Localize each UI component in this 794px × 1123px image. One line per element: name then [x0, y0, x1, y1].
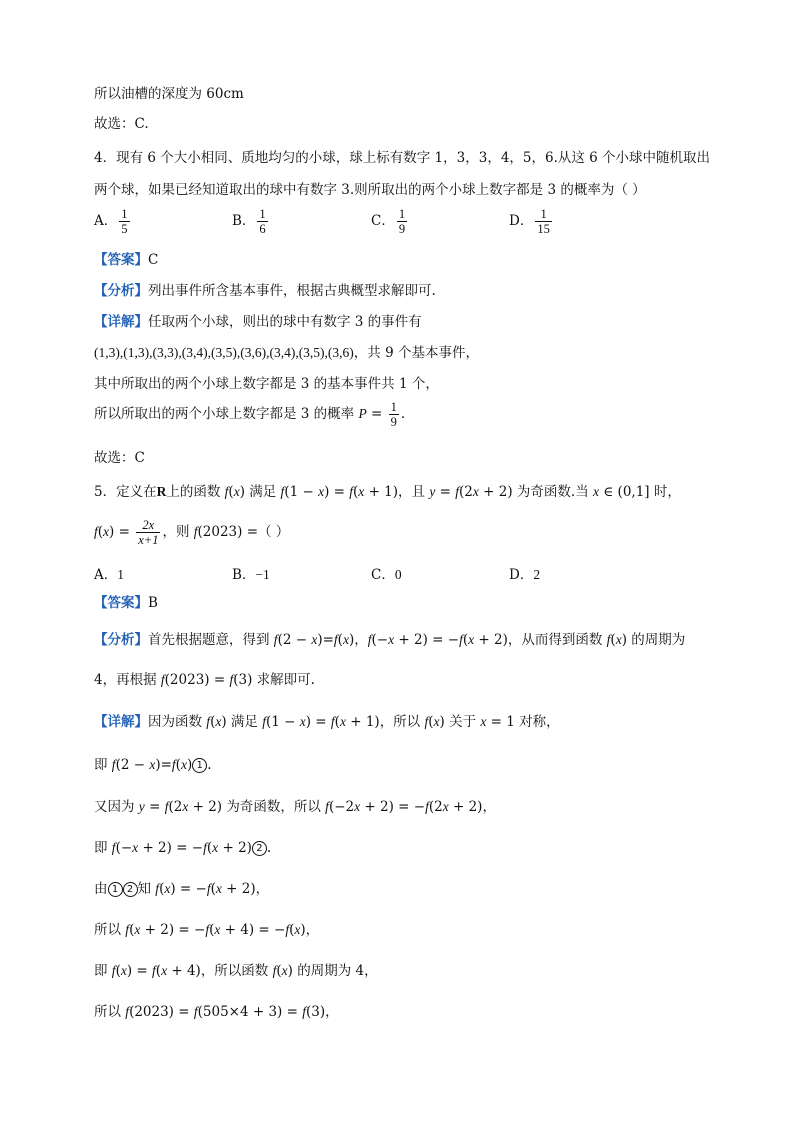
answer-tag: 【答案】 [94, 252, 148, 268]
q4-option-a [94, 207, 132, 236]
q4-analysis: 【分析】列出事件所含基本事件，根据古典概型求解即可. [94, 283, 436, 299]
q5-option-d: D．2 [509, 567, 541, 583]
answer-tag: 【答案】 [94, 595, 148, 611]
q5-analysis-2: 4，再根据 f(2023) = f(3) 求解即可. [94, 672, 315, 688]
q4-option-c [371, 207, 409, 236]
q4-option-b [232, 207, 270, 236]
question-5-line-2: f(x) = $\frac{2x}{x+1}$ ，则 f(2023) =（ ） [94, 518, 290, 547]
option-fraction: $\frac{1}{6}$ [259, 207, 266, 236]
q5-answer: 【答案】B [94, 595, 158, 611]
detail-tag: 【详解】 [94, 314, 148, 330]
q5-detail-7: 即 f(x) = f(x + 4)，所以函数 f(x) 的周期为 4， [94, 963, 378, 979]
q5-detail-4: 即 f(−x + 2) = −f(x + 2) 2 . [94, 840, 272, 856]
text-line-select-c: 故选：C. [94, 116, 149, 132]
text-line-depth: 所以油槽的深度为 60cm [94, 86, 244, 102]
q4-detail-3: 其中所取出的两个小球上数字都是 3 的基本事件共 1 个， [94, 376, 439, 392]
q5-detail-2: 即 f(2 − x)=f(x) 1 . [94, 757, 212, 773]
q4-detail-2: (1,3),(1,3),(3,3),(3,4),(3,5),(3,6),(3,4),(3,5),(3,6)，共 9 个基本事件， [94, 345, 479, 361]
q5-detail-8: 所以 f(2023) = f(505×4 + 3) = f(3)， [94, 1004, 339, 1020]
option-fraction: $\frac{1}{15}$ [537, 207, 550, 236]
q5-option-c: C．0 [371, 567, 402, 583]
question-4-line-1: 4．现有 6 个大小相同、质地均匀的小球，球上标有数字 1，3，3，4，5，6.从这 6 个小球中随机取出 [94, 150, 711, 166]
q5-detail-6: 所以 f(x + 2) = −f(x + 4) = −f(x)， [94, 922, 320, 938]
q4-detail-4: 所以所取出的两个小球上数字都是 3 的概率 P = $\frac{1}{9}$ . [94, 400, 406, 429]
q4-detail-1: 【详解】任取两个小球，则出的球中有数字 3 的事件有 [94, 314, 422, 330]
q5-detail-3: 又因为 y = f(2x + 2) 为奇函数，所以 f(−2x + 2) = −f(2x + 2)， [94, 799, 496, 815]
probability-fraction: $\frac{1}{9}$ [390, 400, 397, 429]
option-letter: B． [232, 213, 256, 229]
analysis-tag: 【分析】 [94, 283, 148, 299]
q4-option-d [509, 207, 554, 236]
q4-select: 故选：C [94, 450, 145, 466]
option-letter: A． [94, 213, 118, 229]
option-letter: C． [371, 213, 395, 229]
question-4-line-2: 两个球，如果已经知道取出的球中有数字 3.则所取出的两个小球上数字都是 3 的概率为（ ） [94, 182, 646, 198]
q5-option-a: A．1 [94, 567, 124, 583]
q5-fraction: $\frac{2x}{x+1}$ [138, 518, 159, 547]
q4-answer: 【答案】C [94, 252, 159, 268]
analysis-tag: 【分析】 [94, 632, 148, 648]
option-letter: D． [509, 213, 534, 229]
q5-option-b: B．−1 [232, 567, 270, 583]
question-5-line-1: 5．定义在R上的函数 f(x) 满足 f(1 − x) = f(x + 1)，且 y = f(2x + 2) 为奇函数.当 x ∈ (0,1] 时， [94, 484, 681, 500]
detail-tag: 【详解】 [94, 714, 148, 730]
q5-detail-1: 【详解】因为函数 f(x) 满足 f(1 − x) = f(x + 1)，所以 f(x) 关于 x = 1 对称， [94, 714, 560, 730]
q5-analysis-1: 【分析】首先根据题意，得到 f(2 − x)=f(x)，f(−x + 2) = −f(x + 2)，从而得到函数 f(x) 的周期为 [94, 632, 686, 648]
option-fraction: $\frac{1}{5}$ [121, 207, 128, 236]
option-fraction: $\frac{1}{9}$ [398, 207, 406, 236]
q5-detail-5: 由 1 2 知 f(x) = −f(x + 2)， [94, 881, 270, 897]
